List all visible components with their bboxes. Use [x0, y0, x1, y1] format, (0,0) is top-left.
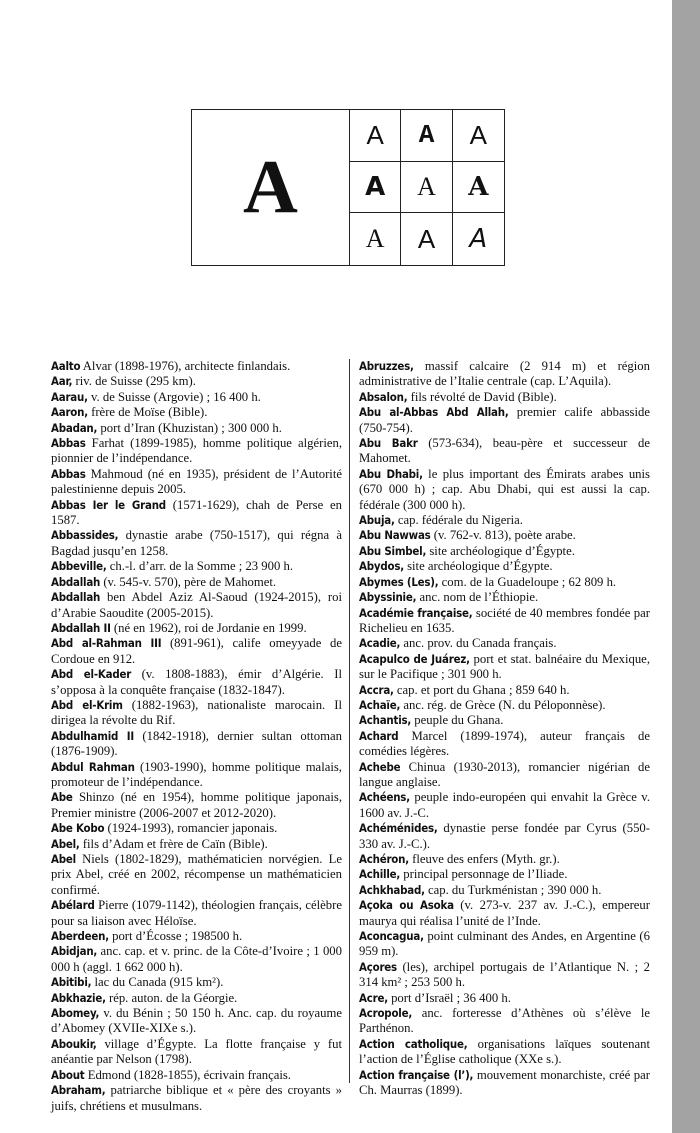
- entry-headword: Abu Bakr: [359, 436, 418, 451]
- entry-headword: Acadie,: [359, 636, 401, 651]
- letter-variant: A: [401, 110, 452, 162]
- entry-headword: Abu Nawwas: [359, 528, 431, 543]
- entry-definition: (né en 1962), roi de Jordanie en 1999.: [110, 620, 307, 635]
- entry-headword: Abd el-Kader: [51, 667, 132, 682]
- entry-definition: port d’Écosse ; 198500 h.: [108, 929, 243, 944]
- dictionary-entry: [359, 883, 650, 898]
- dictionary-entry: [359, 528, 650, 543]
- dictionary-entry: [51, 636, 342, 667]
- entry-definition: Niels (1802-1829), mathématicien norvégien. Le prix Abel, créé en 2002, récompense un mathématicien confirmé.: [51, 852, 342, 897]
- entry-definition: anc. prov. du Canada français.: [400, 636, 557, 651]
- entry-definition: massif calcaire (2 914 m) et région administrative de l’Italie centrale (cap. L’Aquila).: [359, 359, 650, 389]
- dictionary-columns: [51, 359, 651, 1113]
- entry-headword: Açoka ou Asoka: [359, 898, 454, 913]
- entry-headword: Achebe: [359, 759, 401, 774]
- dictionary-entry: [359, 652, 650, 683]
- dictionary-entry: [51, 929, 342, 944]
- dictionary-entry: [51, 390, 342, 405]
- dictionary-entry: [51, 359, 342, 374]
- entry-definition: v. de Suisse (Argovie) ; 16 400 h.: [87, 389, 261, 404]
- entry-definition: cap. fédérale du Nigeria.: [394, 513, 523, 528]
- left-column: [51, 359, 342, 1114]
- letter-variant: A: [469, 224, 488, 255]
- entry-headword: Abdallah: [51, 590, 101, 605]
- entry-headword: Acropole,: [359, 1006, 413, 1021]
- entry-headword: Accra,: [359, 682, 394, 697]
- entry-headword: Achkhabad,: [359, 882, 425, 897]
- entry-headword: Abu al-Abbas Abd Allah,: [359, 405, 509, 420]
- entry-definition: patriarche biblique et « père des croyants » juifs, chrétiens et musulmans.: [51, 1083, 342, 1113]
- entry-definition: anc. cap. et v. princ. de la Côte-d’Ivoire ; 1 000 000 h (aggl. 1 662 000 h).: [51, 944, 342, 974]
- entry-headword: Acapulco de Juárez,: [359, 651, 470, 666]
- dictionary-entry: [359, 1068, 650, 1099]
- dictionary-entry: [359, 960, 650, 991]
- entry-headword: Aarau,: [51, 389, 88, 404]
- entry-definition: (v. 1808-1883), émir d’Algérie. Il s’opposa à la conquête française (1832-1847).: [51, 667, 343, 697]
- dictionary-entry: [51, 1068, 342, 1083]
- entry-headword: Abadan,: [51, 420, 98, 435]
- entry-headword: Abe: [51, 790, 73, 805]
- dictionary-entry: [359, 898, 650, 929]
- dictionary-entry: [359, 991, 650, 1006]
- entry-headword: Abyssinie,: [359, 590, 417, 605]
- entry-headword: Aalto: [51, 359, 81, 373]
- dictionary-entry: [51, 559, 342, 574]
- dictionary-entry: [51, 729, 342, 760]
- entry-headword: Achille,: [359, 867, 401, 882]
- entry-headword: Acre,: [359, 990, 388, 1005]
- entry-definition: lac du Canada (915 km²).: [91, 975, 224, 990]
- entry-definition: (891-961), calife omeyyade de Cordoue en 912.: [51, 636, 342, 666]
- entry-headword: Abdallah II: [51, 620, 111, 635]
- entry-definition: village d’Égypte. La flotte française y fut anéantie par Nelson (1798).: [51, 1036, 342, 1067]
- entry-headword: Achéménides,: [359, 821, 438, 836]
- right-column: [359, 359, 650, 1099]
- entry-definition: (les), archipel portugais de l’Atlantique N. ; 2 314 km² ; 253 500 h.: [359, 959, 650, 990]
- letter-variant: A: [453, 162, 504, 214]
- entry-headword: Achéron,: [359, 852, 409, 866]
- dictionary-entry: [359, 513, 650, 528]
- entry-definition: (1924-1993), romancier japonais.: [104, 821, 278, 836]
- entry-headword: Académie française,: [359, 605, 473, 620]
- entry-headword: Abdul Rahman: [51, 759, 135, 774]
- dictionary-entry: [51, 667, 342, 698]
- dictionary-entry: [51, 575, 342, 590]
- entry-headword: Absalon,: [359, 389, 408, 404]
- entry-headword: Abel: [51, 852, 76, 866]
- big-letter: A: [192, 110, 350, 265]
- entry-headword: Abomey,: [51, 1006, 100, 1021]
- entry-definition: site archéologique d’Égypte.: [403, 559, 553, 574]
- entry-definition: (1571-1629), chah de Perse en 1587.: [51, 497, 342, 528]
- entry-definition: (573-634), beau-père et successeur de Mahomet.: [359, 436, 650, 466]
- letter-variant: A: [453, 110, 504, 162]
- entry-headword: Abe Kobo: [51, 821, 105, 836]
- entry-definition: organisations laïques soutenant l’action de l’Église catholique (XXe s.).: [359, 1036, 650, 1067]
- entry-definition: (v. 273-v. 237 av. J.-C.), empereur maurya qui réalisa l’unité de l’Inde.: [359, 898, 651, 928]
- entry-definition: Chinua (1930-2013), romancier nigérian de langue anglaise.: [359, 759, 650, 789]
- entry-definition: mouvement monarchiste, créé par Ch. Maurras (1899).: [359, 1067, 650, 1098]
- dictionary-entry: [359, 867, 650, 882]
- dictionary-entry: [359, 713, 650, 728]
- entry-definition: (v. 545-v. 570), père de Mahomet.: [100, 574, 277, 589]
- dictionary-entry: [359, 852, 650, 867]
- letter-variant: A: [350, 110, 401, 162]
- entry-definition: le plus important des Émirats arabes unis (670 000 h) ; cap. Abu Dhabi, qui est aussi la cap. fédérale (300 000 h).: [359, 466, 650, 512]
- dictionary-entry: [359, 436, 650, 467]
- entry-definition: port et stat. balnéaire du Mexique, sur le Pacifique ; 301 900 h.: [359, 651, 650, 682]
- dictionary-entry: [51, 590, 342, 621]
- dictionary-entry: [359, 821, 650, 852]
- dictionary-entry: [51, 760, 342, 791]
- dictionary-entry: [51, 698, 342, 729]
- dictionary-entry: [51, 405, 342, 420]
- entry-definition: com. de la Guadeloupe ; 62 809 h.: [438, 574, 617, 589]
- entry-headword: Aconcagua,: [359, 929, 424, 944]
- dictionary-entry: [359, 1037, 650, 1068]
- entry-definition: premier calife abbasside (750-754).: [359, 405, 650, 435]
- entry-headword: Açores: [359, 959, 397, 974]
- dictionary-entry: [359, 405, 650, 436]
- entry-headword: Abd al-Rahman III: [51, 636, 162, 651]
- letter-variant: A: [401, 162, 452, 214]
- dictionary-entry: [359, 590, 650, 605]
- entry-definition: Mahmoud (né en 1935), président de l’Autorité palestinienne depuis 2005.: [51, 466, 342, 497]
- dictionary-entry: [51, 421, 342, 436]
- dictionary-entry: [51, 467, 342, 498]
- dictionary-entry: [51, 1083, 342, 1114]
- column-divider: [349, 359, 350, 1083]
- entry-definition: anc. rég. de Grèce (N. du Péloponnèse).: [400, 697, 606, 712]
- dictionary-entry: [51, 821, 342, 836]
- entry-headword: Aar,: [51, 374, 73, 389]
- entry-definition: dynastie perse fondée par Cyrus (550-330 av. J.-C.).: [359, 821, 650, 851]
- dictionary-entry: [359, 544, 650, 559]
- entry-definition: Shinzo (né en 1954), homme politique japonais, Premier ministre (2006-2007 et 2012-2020).: [51, 790, 342, 820]
- entry-headword: Achard: [359, 728, 399, 743]
- entry-headword: Action française (l’),: [359, 1067, 474, 1082]
- entry-headword: Abitibi,: [51, 975, 92, 990]
- entry-headword: Abbassides,: [51, 528, 119, 543]
- entry-definition: (1903-1990), homme politique malais, promoteur de l’indépendance.: [51, 759, 342, 789]
- letter-variant: A: [350, 162, 401, 214]
- entry-headword: Abd el-Krim: [51, 697, 123, 712]
- entry-headword: Abu Dhabi,: [359, 466, 423, 481]
- dictionary-entry: [359, 636, 650, 651]
- dictionary-entry: [51, 898, 342, 929]
- entry-definition: Farhat (1899-1985), homme politique algérien, pionnier de l’indépendance.: [51, 436, 342, 466]
- dictionary-entry: [359, 683, 650, 698]
- entry-headword: Achantis,: [359, 713, 412, 728]
- dictionary-entry: [359, 760, 650, 791]
- entry-definition: v. du Bénin ; 50 150 h. Anc. cap. du royaume d’Abomey (XVIIe-XIXe s.).: [51, 1006, 342, 1036]
- entry-headword: Abraham,: [51, 1083, 106, 1098]
- dictionary-entry: [51, 790, 342, 821]
- entry-headword: Abel,: [51, 836, 80, 851]
- entry-headword: Abdulhamid II: [51, 728, 134, 743]
- entry-definition: Marcel (1899-1974), auteur français de comédies légères.: [359, 728, 650, 759]
- entry-definition: anc. forteresse d’Athènes où s’élève le Parthénon.: [359, 1006, 650, 1036]
- entry-definition: Pierre (1079-1142), théologien français, célèbre pour sa liaison avec Héloïse.: [51, 898, 342, 928]
- entry-definition: fleuve des enfers (Myth. gr.).: [408, 852, 560, 866]
- dictionary-entry: [359, 559, 650, 574]
- dictionary-entry: [51, 991, 342, 1006]
- thumb-index-tab: [672, 0, 700, 1133]
- entry-headword: Abu Simbel,: [359, 543, 427, 558]
- dictionary-entry: [359, 698, 650, 713]
- letter-variants-grid: [350, 110, 504, 265]
- dictionary-entry: [51, 1037, 342, 1068]
- entry-definition: peuple indo-européen qui envahit la Grèce v. 1600 av. J.-C.: [359, 790, 650, 820]
- entry-headword: Abélard: [51, 898, 95, 913]
- entry-definition: ben Abdel Aziz Al-Saoud (1924-2015), roi d’Arabie Saoudite (2005-2015).: [51, 590, 342, 620]
- entry-headword: Abymes (Les),: [359, 574, 439, 589]
- dictionary-entry: [359, 390, 650, 405]
- dictionary-entry: [51, 944, 342, 975]
- entry-definition: frère de Moïse (Bible).: [87, 405, 208, 420]
- entry-headword: Abbas: [51, 466, 86, 481]
- dictionary-entry: [359, 1006, 650, 1037]
- entry-definition: rép. auton. de la Géorgie.: [105, 990, 238, 1005]
- entry-headword: Aaron,: [51, 405, 88, 420]
- dictionary-entry: [359, 359, 650, 390]
- entry-headword: Abruzzes,: [359, 359, 414, 373]
- entry-headword: Aberdeen,: [51, 929, 109, 944]
- dictionary-entry: [51, 1006, 342, 1037]
- entry-definition: principal personnage de l’Iliade.: [400, 867, 568, 882]
- entry-headword: Abkhazie,: [51, 990, 106, 1005]
- entry-definition: fils d’Adam et frère de Caïn (Bible).: [79, 836, 268, 851]
- entry-headword: Abydos,: [359, 559, 404, 574]
- entry-definition: cap. du Turkménistan ; 390 000 h.: [424, 882, 602, 897]
- dictionary-entry: [51, 975, 342, 990]
- entry-definition: cap. et port du Ghana ; 859 640 h.: [393, 682, 570, 697]
- entry-headword: Action catholique,: [359, 1036, 468, 1051]
- entry-definition: Alvar (1898-1976), architecte finlandais.: [80, 359, 291, 373]
- entry-definition: site archéologique d’Égypte.: [426, 543, 575, 558]
- entry-definition: peuple du Ghana.: [411, 713, 504, 728]
- letter-variant: A: [350, 213, 401, 265]
- dictionary-entry: [51, 528, 342, 559]
- entry-definition: (1882-1963), nationaliste marocain. Il dirigea la révolte du Rif.: [51, 697, 342, 728]
- dictionary-entry: [51, 436, 342, 467]
- dictionary-entry: [51, 374, 342, 389]
- dictionary-entry: [51, 498, 342, 529]
- dictionary-entry: [359, 467, 650, 513]
- letter-variant: A: [401, 213, 452, 265]
- entry-headword: Abbas: [51, 436, 86, 451]
- entry-headword: Abbeville,: [51, 559, 107, 574]
- entry-definition: port d’Iran (Khuzistan) ; 300 000 h.: [97, 420, 282, 435]
- dictionary-entry: [51, 852, 342, 898]
- entry-definition: dynastie arabe (750-1517), qui régna à Bagdad jusqu’en 1258.: [51, 528, 342, 558]
- dictionary-entry: [359, 729, 650, 760]
- entry-headword: Aboukir,: [51, 1036, 97, 1051]
- dictionary-entry: [359, 929, 650, 960]
- dictionary-entry: [359, 790, 650, 821]
- entry-headword: About: [51, 1067, 85, 1082]
- entry-headword: Abbas Ier le Grand: [51, 497, 166, 512]
- entry-headword: Achéens,: [359, 790, 410, 805]
- entry-definition: fils révolté de David (Bible).: [407, 389, 557, 404]
- letter-header-box: [191, 109, 505, 266]
- entry-headword: Achaïe,: [359, 697, 401, 712]
- entry-headword: Abidjan,: [51, 944, 98, 959]
- dictionary-entry: [359, 606, 650, 637]
- entry-definition: point culminant des Andes, en Argentine (6 959 m).: [359, 929, 650, 959]
- entry-definition: riv. de Suisse (295 km).: [72, 374, 196, 389]
- entry-headword: Abuja,: [359, 513, 395, 528]
- entry-definition: société de 40 membres fondée par Richelieu en 1635.: [359, 605, 650, 635]
- dictionary-entry: [51, 837, 342, 852]
- dictionary-entry: [51, 621, 342, 636]
- entry-definition: Edmond (1828-1855), écrivain français.: [84, 1067, 291, 1082]
- entry-definition: (v. 762-v. 813), poète arabe.: [430, 528, 576, 543]
- entry-headword: Abdallah: [51, 574, 101, 589]
- entry-definition: ch.-l. d’arr. de la Somme ; 23 900 h.: [106, 559, 294, 574]
- entry-definition: anc. nom de l’Éthiopie.: [416, 590, 539, 605]
- entry-definition: (1842-1918), dernier sultan ottoman (1876-1909).: [51, 728, 342, 759]
- entry-definition: port d’Israël ; 36 400 h.: [387, 990, 511, 1005]
- dictionary-entry: [359, 575, 650, 590]
